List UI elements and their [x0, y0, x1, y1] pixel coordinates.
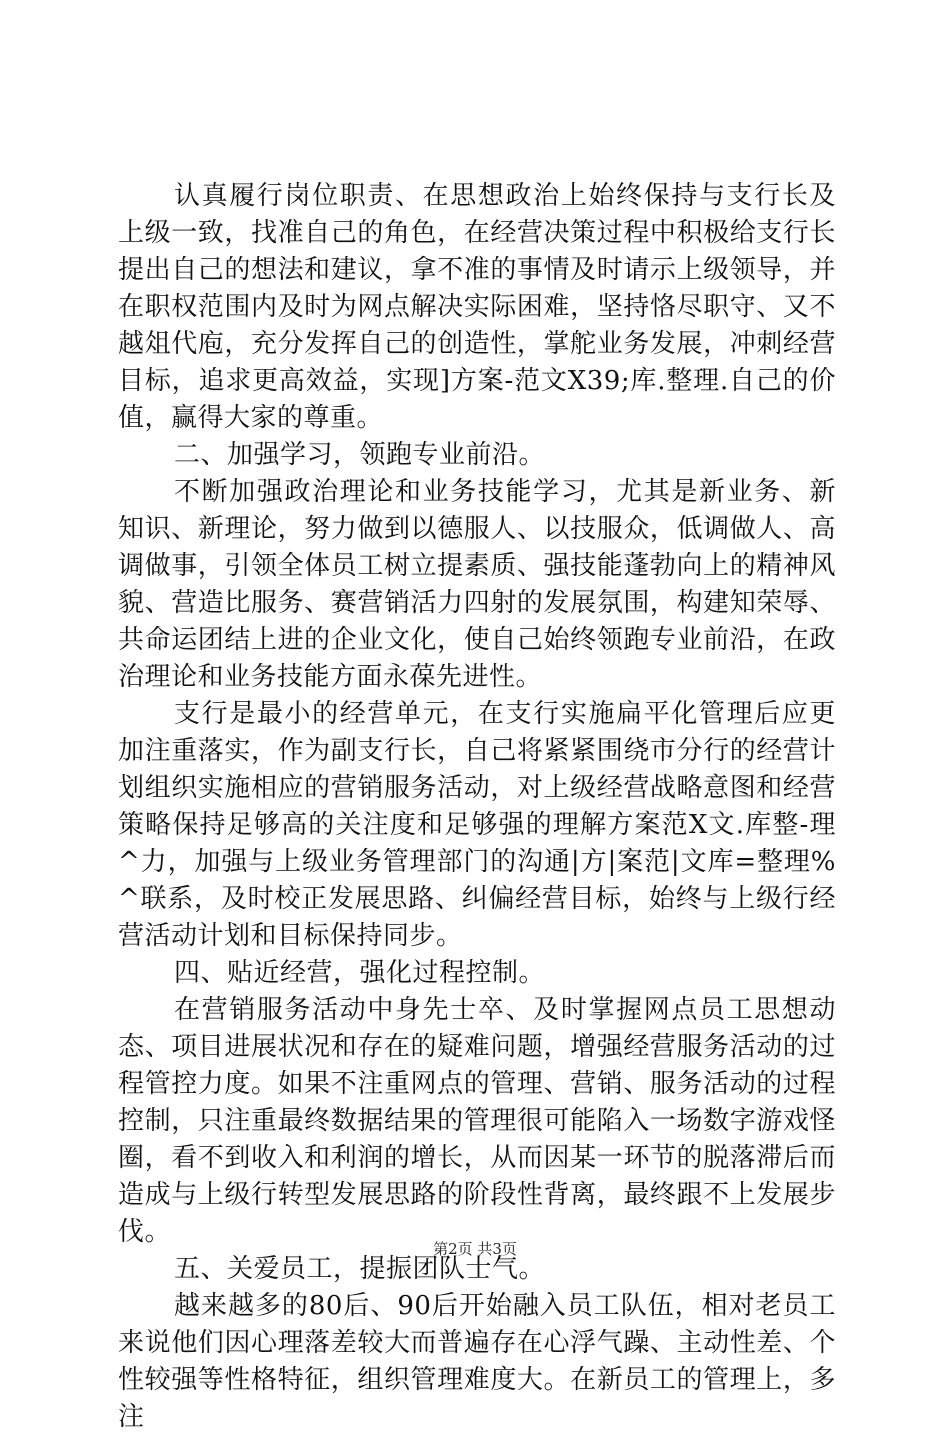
- paragraph-study: 不断加强政治理论和业务技能学习，尤其是新业务、新知识、新理论，努力做到以德服人、以技服众，低调做人、高调做事，引领全体员工树立提素质、强技能蓬勃向上的精神风貌、营造比服务、赛营销活力四射的发展氛围，构建知荣辱、共命运团结上进的企业文化，使自己始终领跑专业前沿，在政治理论和业务技能方面永葆先进性。: [118, 477, 836, 692]
- section-heading-study: 二、加强学习，领跑专业前沿。: [174, 440, 546, 470]
- paragraph-process-control: 在营销服务活动中身先士卒、及时掌握网点员工思想动态、项目进展状况和存在的疑难问题，增强经营服务活动的过程管控力度。如果不注重网点的管理、营销、服务活动的过程控制，只注重最终数据结果的管理很可能陷入一场数字游戏怪圈，看不到收入和利润的增长，从而因某一环节的脱落滞后而造成与上级行转型发展思路的阶段性背离，最终跟不上发展步伐。: [118, 995, 836, 1247]
- paragraph-duty: 认真履行岗位职责、在思想政治上始终保持与支行长及上级一致，找准自己的角色，在经营决策过程中积极给支行长提出自己的想法和建议，拿不准的事情及时请示上级领导，并在职权范围内及时为网点解决实际困难，坚持恪尽职守、又不越俎代庖，充分发挥自己的创造性，掌舵业务发展，冲刺经营目标，追求更高效益，实现]方案-范文X39;库.整理.自己的价值，赢得大家的尊重。: [118, 181, 836, 433]
- section-heading-process-control: 四、贴近经营，强化过程控制。: [174, 958, 546, 988]
- page-footer: 第2页 共3页: [433, 1240, 517, 1258]
- paragraph-branch-unit: 支行是最小的经营单元，在支行实施扁平化管理后应更加注重落实，作为副支行长，自己将紧紧围绕市分行的经营计划组织实施相应的营销服务活动，对上级经营战略意图和经营策略保持足够高的关注度和足够强的理解方案范X文.库整-理^力，加强与上级业务管理部门的沟通|方|案范|文库=整理%^联系，及时校正发展思路、纠偏经营目标，始终与上级行经营活动计划和目标保持同步。: [118, 699, 836, 951]
- paragraph-care-employees: 越来越多的80后、90后开始融入员工队伍，相对老员工来说他们因心理落差较大而普遍存在心浮气躁、主动性差、个性较强等性格特征，组织管理难度大。在新员工的管理上，多注: [118, 1291, 836, 1432]
- section-heading-care-employees: 五、关爱员工，提振团队士气。: [174, 1254, 546, 1284]
